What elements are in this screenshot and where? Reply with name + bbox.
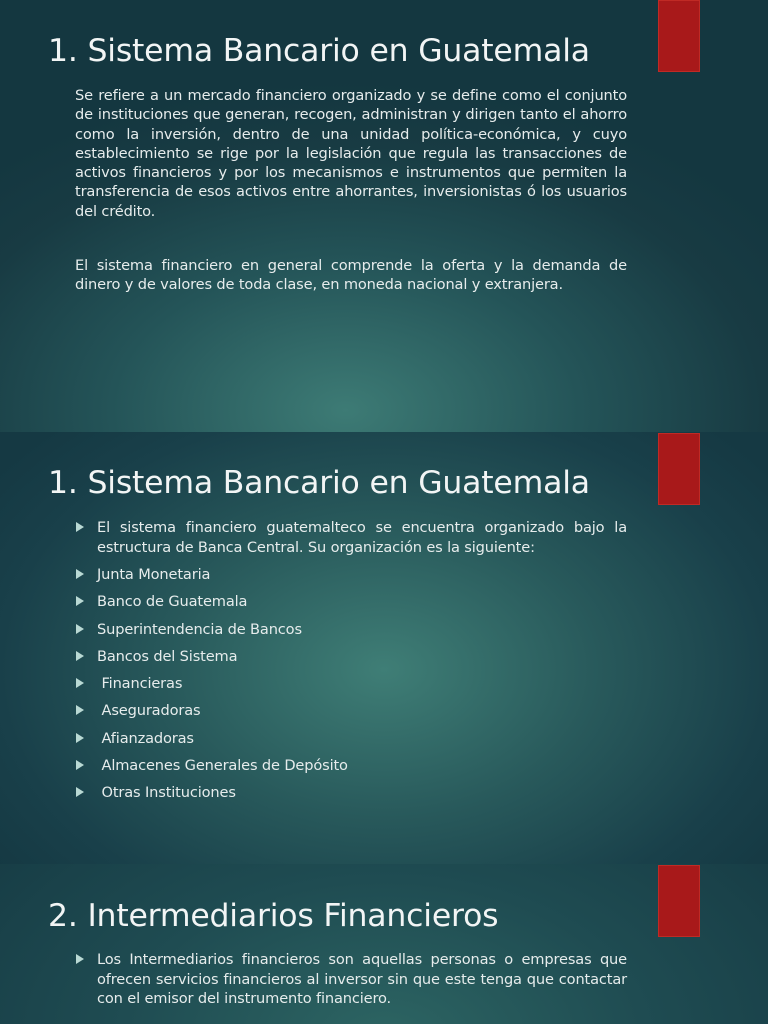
list-item	[75, 674, 627, 701]
bullet-arrow-icon	[76, 569, 84, 579]
bullet-list	[75, 950, 627, 1008]
list-item-text: Aseguradoras	[97, 702, 201, 720]
list-item	[75, 518, 627, 565]
list-item	[75, 592, 627, 619]
list-item-text: Superintendencia de Bancos	[97, 620, 302, 638]
list-item	[75, 756, 627, 783]
bullet-arrow-icon	[76, 733, 84, 743]
slide-1	[0, 0, 768, 432]
list-item	[75, 729, 627, 756]
accent-bar	[658, 0, 700, 72]
bullet-arrow-icon	[76, 705, 84, 715]
bullet-arrow-icon	[76, 787, 84, 797]
slide-2	[0, 432, 768, 864]
slide-title: 2. Intermediarios Financieros	[48, 898, 499, 934]
bullet-list	[75, 518, 627, 811]
bullet-arrow-icon	[76, 678, 84, 688]
accent-bar	[658, 865, 700, 937]
list-item-text: Afianzadoras	[97, 729, 194, 747]
slide-title: 1. Sistema Bancario en Guatemala	[48, 465, 590, 501]
list-item	[75, 950, 627, 1008]
list-item-text: Banco de Guatemala	[97, 593, 248, 611]
list-item-text: Otras Instituciones	[97, 784, 236, 802]
list-item-text: Los Intermediarios financieros son aquellas personas o empresas que ofrecen servicios financieros al inversor sin que este tenga que contactar con el emisor del instrumento financiero.	[97, 951, 627, 1007]
paragraph: Se refiere a un mercado financiero organizado y se define como el conjunto de instituciones que generan, recogen, administran y dirigen tanto el ahorro como la inversión, dentro de una unidad política-económica, y cuyo establecimiento se rige por la legislación que regula las transacciones de activos financieros y por los mecanismos e instrumentos que permiten la transferencia de esos activos entre ahorrantes, inversionistas ó los usuarios del crédito.	[75, 87, 627, 220]
list-item	[75, 565, 627, 592]
list-item-text: El sistema financiero guatemalteco se encuentra organizado bajo la estructura de Banca Central. Su organización es la siguiente:	[97, 519, 627, 556]
bullet-arrow-icon	[76, 760, 84, 770]
bullet-arrow-icon	[76, 596, 84, 606]
bullet-arrow-icon	[76, 522, 84, 532]
slide-3	[0, 864, 768, 1024]
list-item	[75, 620, 627, 647]
list-item-text: Almacenes Generales de Depósito	[97, 757, 348, 775]
accent-bar	[658, 433, 700, 505]
bullet-arrow-icon	[76, 651, 84, 661]
list-item	[75, 783, 627, 810]
bullet-arrow-icon	[76, 624, 84, 634]
bullet-arrow-icon	[76, 954, 84, 964]
list-item	[75, 701, 627, 728]
slide-title: 1. Sistema Bancario en Guatemala	[48, 33, 590, 69]
list-item-text: Financieras	[97, 675, 183, 693]
list-item-text: Junta Monetaria	[97, 566, 211, 583]
list-item	[75, 647, 627, 674]
paragraph: El sistema financiero en general comprende la oferta y la demanda de dinero y de valores de toda clase, en moneda nacional y extranjera.	[75, 257, 627, 294]
list-item-text: Bancos del Sistema	[97, 647, 238, 665]
